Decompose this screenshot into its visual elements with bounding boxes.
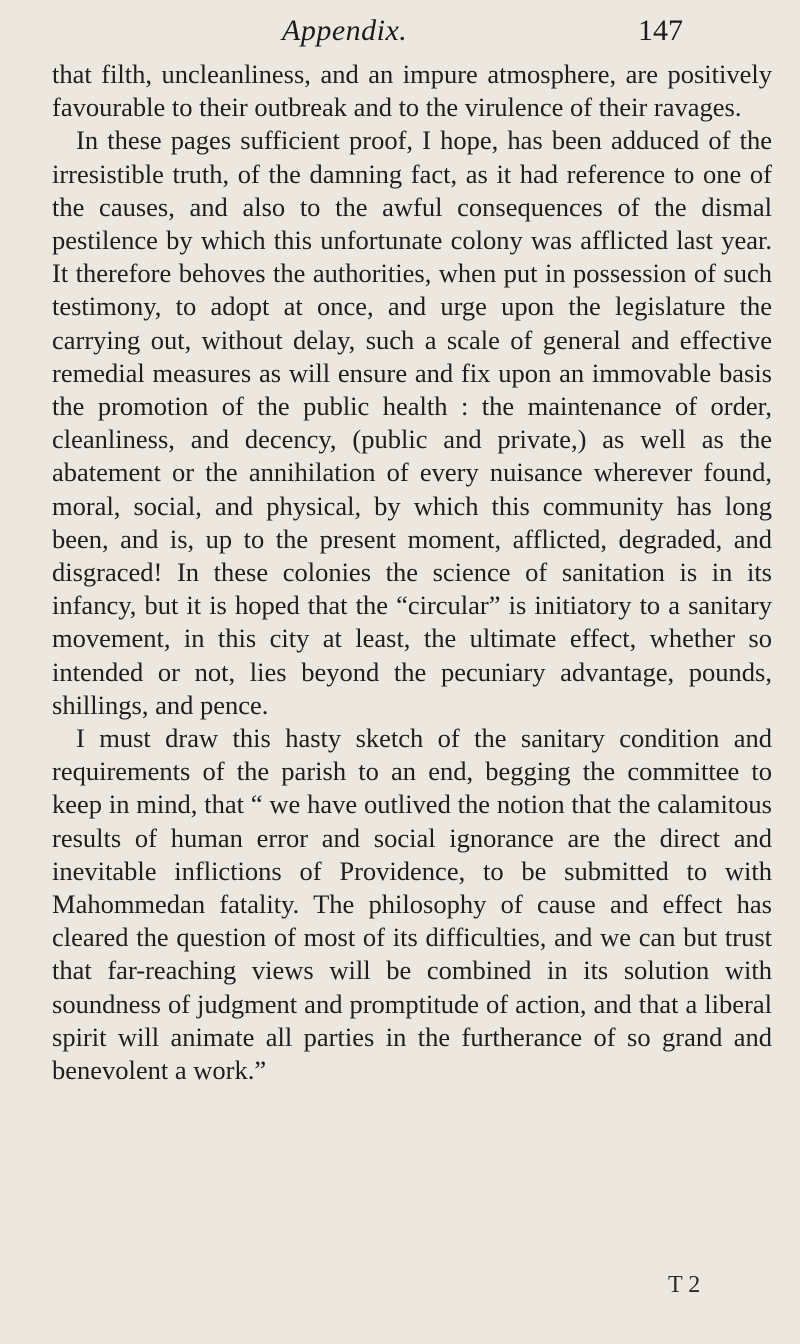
signature-mark: T 2: [668, 1272, 701, 1298]
page-number: 147: [638, 14, 683, 47]
paragraph-1: that filth, uncleanliness, and an impure atmosphere, are positively favourable to their outbreak and to the virulence of their ravages.: [52, 59, 772, 123]
running-title: Appendix.: [282, 14, 408, 47]
paragraph-3: I must draw this hasty sketch of the sanitary condition and requirements of the parish to an end, begging the committee to keep in mind, that “ we have outlived the notion that the calamitous results of human error and social ignorance are the direct and inevitable inflictions of Providence, to be submitted to with Mahommedan fatality. The philosophy of cause and effect has cleared the question of most of its difficulties, and we can but trust that far-reaching views will be combined in its solution with soundness of judgment and promptitude of action, and that a liberal spirit will animate all parties in the furtherance of so grand and benevolent a work.”: [52, 723, 772, 1086]
paragraph-2: In these pages sufficient proof, I hope, has been adduced of the irresistible truth, of the damning fact, as it had reference to one of the causes, and also to the awful consequences of the dismal pestilence by which this unfortunate colony was afflicted last year. It therefore behoves the authorities, when put in possession of such testimony, to adopt at once, and urge upon the legislature the carrying out, without delay, such a scale of general and effective remedial measures as will ensure and fix upon an immovable basis the promotion of the public health : the maintenance of order, cleanliness, and decency, (public and private,) as well as the abatement or the annihilation of every nuisance wherever found, moral, social, and physical, by which this community has long been, and is, up to the present moment, afflicted, degraded, and disgraced! In these colonies the science of sanitation is in its infancy, but it is hoped that the “circular” is initiatory to a sanitary movement, in this city at least, the ultimate effect, whether so intended or not, lies beyond the pecuniary advantage, pounds, shillings, and pence.: [52, 125, 772, 720]
page-header: [0, 10, 800, 50]
body-text: [52, 58, 772, 1087]
